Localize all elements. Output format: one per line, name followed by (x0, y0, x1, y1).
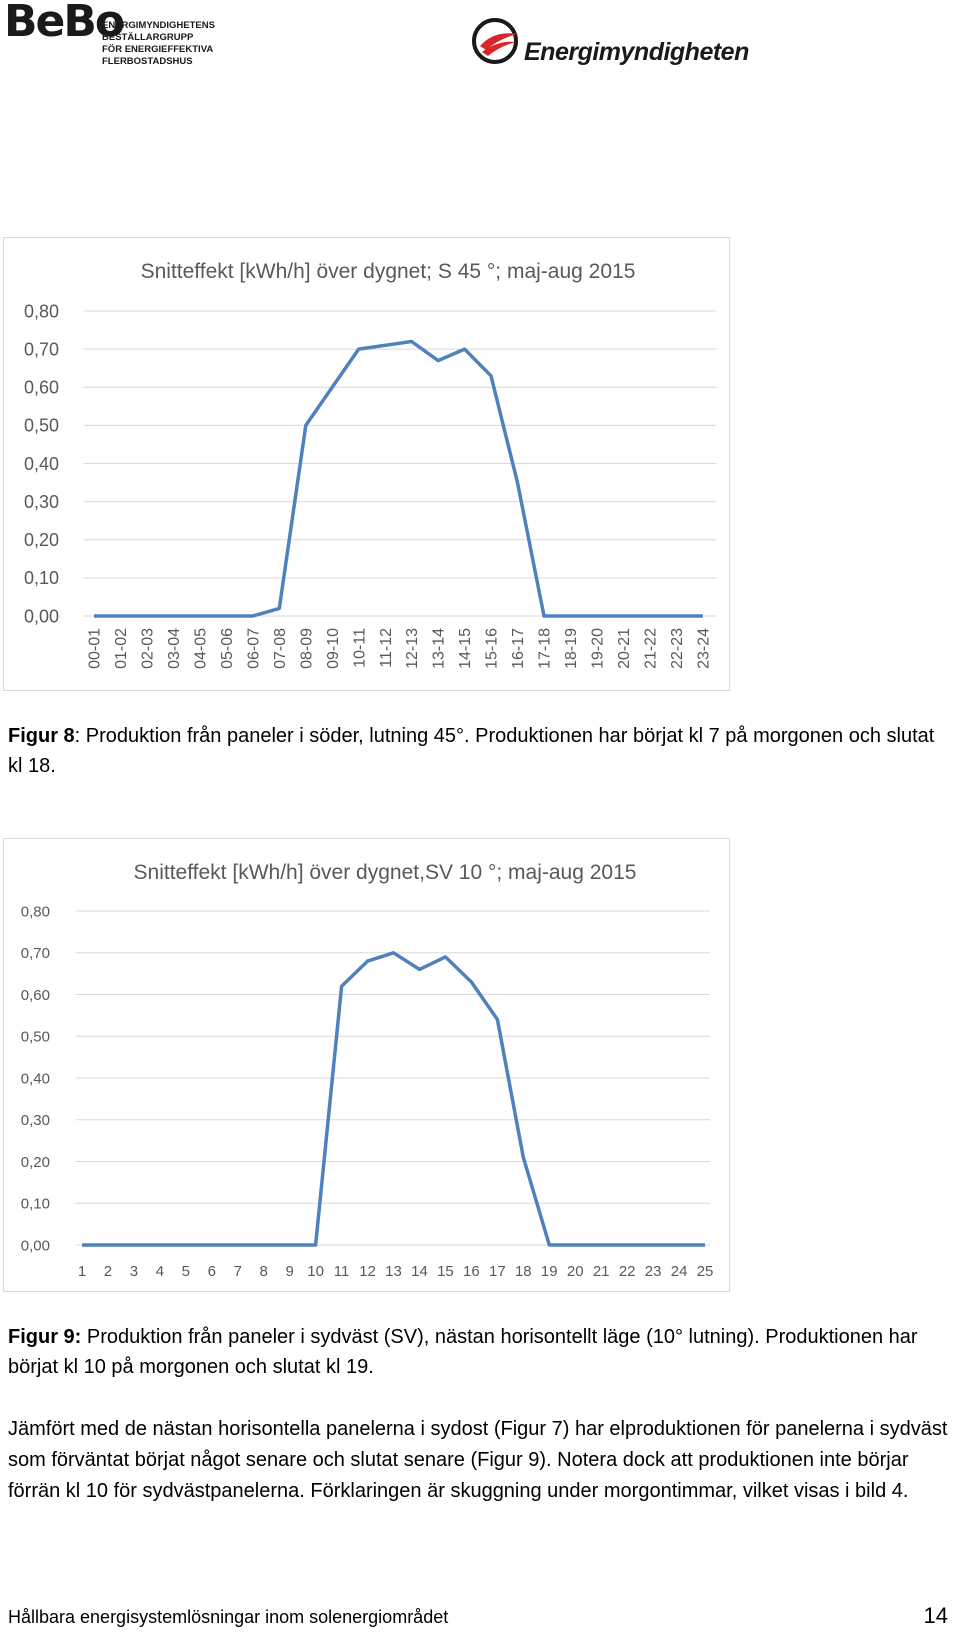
x-tick-label: 11-12 (377, 628, 395, 668)
x-tick-label: 12-13 (404, 628, 422, 669)
y-tick-label: 0,00 (20, 1237, 50, 1255)
figure-8-label: Figur 8 (8, 725, 75, 747)
chart-figure-8 (3, 237, 730, 691)
y-tick-label: 0,70 (20, 945, 50, 962)
x-tick-label: 02-03 (139, 628, 157, 669)
x-tick-label: 16-17 (510, 628, 528, 669)
x-tick-label: 22-23 (668, 628, 686, 669)
chart-1-title: Snitteffekt [kWh/h] över dygnet; S 45 °; maj-aug 2015 (140, 260, 636, 283)
y-tick-label: 0,30 (20, 1112, 50, 1129)
bebo-org-line1: ENERGIMYNDIGHETENS BESTÄLLARGRUPP (102, 20, 215, 43)
chart-2-svg (4, 839, 729, 1291)
x-tick-label: 10 (307, 1263, 324, 1280)
energimyndigheten-emblem-icon (472, 16, 522, 66)
x-tick-label: 14 (411, 1263, 428, 1280)
bebo-org-line2: FÖR ENERGIEFFEKTIVA FLERBOSTADSHUS (102, 44, 213, 67)
x-tick-label: 23-24 (695, 628, 713, 669)
x-tick-label: 10-11 (351, 628, 369, 668)
x-tick-label: 18 (514, 1263, 532, 1280)
x-tick-label: 21 (592, 1263, 610, 1280)
figure-9-caption (8, 1322, 948, 1382)
y-tick-label: 0,60 (20, 986, 50, 1004)
x-tick-label: 2 (103, 1263, 113, 1280)
figure-8-caption (8, 721, 948, 781)
y-tick-label: 0,80 (23, 301, 59, 322)
y-tick-label: 0,00 (23, 606, 59, 627)
y-tick-label: 0,40 (20, 1070, 50, 1088)
x-tick-label: 19-20 (589, 628, 607, 669)
x-tick-label: 12 (359, 1263, 376, 1280)
x-tick-label: 3 (129, 1263, 139, 1280)
x-tick-label: 20-21 (616, 628, 633, 669)
x-tick-label: 17-18 (536, 628, 554, 669)
x-tick-label: 13-14 (430, 628, 448, 669)
x-tick-label: 16 (463, 1263, 480, 1280)
x-tick-label: 03-04 (166, 628, 184, 669)
figure-9-label: Figur 9: (8, 1326, 82, 1348)
x-tick-label: 09-10 (324, 628, 342, 669)
y-tick-label: 0,50 (20, 1028, 50, 1046)
x-tick-label: 20 (566, 1263, 584, 1280)
chart-2-title: Snitteffekt [kWh/h] över dygnet,SV 10 °; maj-aug 2015 (133, 861, 637, 884)
y-tick-label: 0,40 (23, 453, 59, 474)
x-tick-label: 06-07 (245, 628, 263, 669)
figure-9-text: Produktion från paneler i sydväst (SV), nästan horisontellt läge (10° lutning). Produktionen har börjat kl 10 på morgonen och slutat kl 19. (8, 1326, 918, 1378)
x-tick-label: 21-22 (642, 628, 660, 669)
chart-2-series-line (82, 953, 705, 1245)
x-tick-label: 15 (437, 1263, 454, 1280)
x-tick-label: 17 (489, 1263, 506, 1280)
y-tick-label: 0,70 (23, 339, 59, 360)
x-tick-label: 5 (181, 1263, 191, 1280)
bebo-logo (4, 0, 294, 79)
x-tick-label: 00-01 (86, 628, 104, 669)
x-tick-label: 08-09 (298, 628, 316, 669)
y-tick-label: 0,10 (20, 1195, 50, 1213)
page-number: 14 (923, 1603, 948, 1628)
x-tick-label: 4 (155, 1263, 165, 1280)
y-tick-label: 0,20 (20, 1153, 50, 1171)
y-tick-label: 0,50 (23, 415, 59, 436)
x-tick-label: 04-05 (192, 628, 210, 669)
x-tick-label: 13 (385, 1263, 402, 1280)
y-tick-label: 0,10 (23, 568, 59, 589)
y-tick-label: 0,20 (23, 530, 59, 551)
chart-figure-9 (3, 838, 730, 1292)
x-tick-label: 8 (259, 1263, 268, 1280)
x-tick-label: 1 (77, 1263, 87, 1280)
x-tick-label: 25 (696, 1263, 714, 1280)
x-tick-label: 15-16 (483, 628, 501, 669)
x-tick-label: 11 (333, 1263, 350, 1280)
chart-1-svg (4, 238, 729, 690)
chart-1-series-line (94, 342, 703, 617)
footer-text: Hållbara energisystemlösningar inom solenergiområdet (8, 1607, 449, 1627)
bebo-mark: BeBo (4, 0, 124, 47)
x-tick-label: 01-02 (113, 628, 131, 669)
body-paragraph: Jämfört med de nästan horisontella panelerna i sydost (Figur 7) har elproduktionen för panelerna i sydväst som förväntat börjat något senare och slutat senare (Figur 9). Notera dock att produktionen inte börjar förrän kl 10 för sydvästpanelerna. Förklaringen är skuggning under morgontimmar, vilket visas i bild 4. (8, 1418, 948, 1502)
x-tick-label: 9 (285, 1263, 294, 1280)
y-tick-label: 0,80 (20, 903, 50, 921)
x-tick-label: 6 (207, 1263, 216, 1280)
x-tick-label: 18-19 (563, 628, 581, 669)
y-tick-label: 0,30 (23, 491, 59, 512)
energimyndigheten-name: Energimyndigheten (524, 38, 749, 66)
x-tick-label: 05-06 (218, 628, 236, 669)
energimyndigheten-logo (472, 16, 749, 76)
x-tick-label: 7 (233, 1263, 242, 1280)
x-tick-label: 23 (644, 1263, 662, 1280)
x-tick-label: 14-15 (457, 628, 475, 669)
x-tick-label: 22 (618, 1263, 636, 1280)
y-tick-label: 0,60 (23, 377, 59, 398)
x-tick-label: 19 (540, 1263, 558, 1280)
x-tick-label: 07-08 (271, 628, 289, 669)
x-tick-label: 24 (670, 1263, 688, 1280)
figure-8-text: : Produktion från paneler i söder, lutning 45°. Produktionen har börjat kl 7 på morgonen och slutat kl 18. (8, 725, 935, 777)
bebo-org-name (102, 20, 294, 68)
